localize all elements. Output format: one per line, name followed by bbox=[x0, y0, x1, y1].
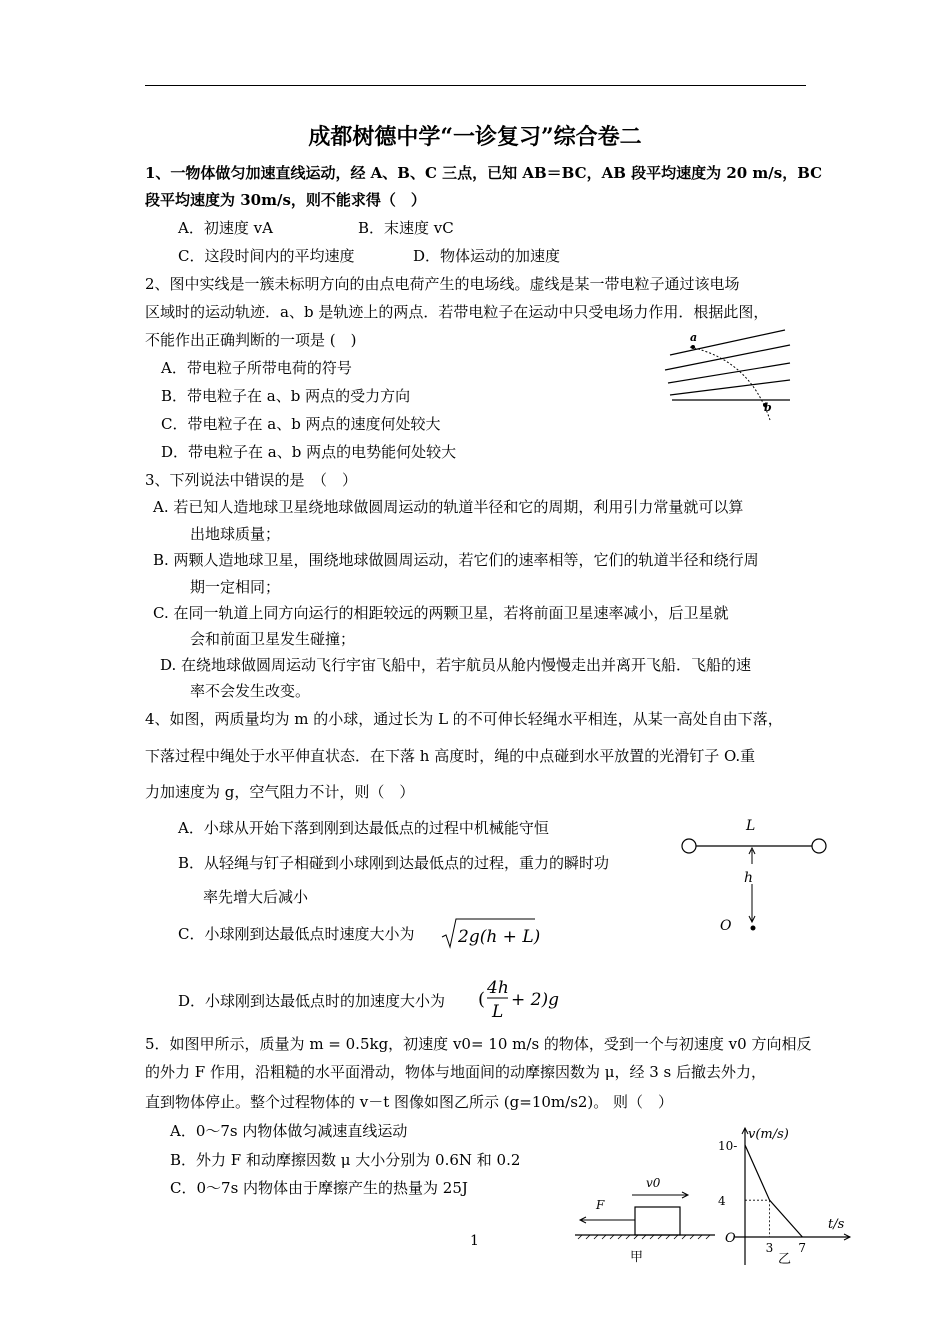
q4-formula-tail: + 2)g bbox=[511, 990, 559, 1010]
q4-paren-open: ( bbox=[478, 989, 486, 1010]
q2-line3: 不能作出正确判断的一项是 ( ) bbox=[145, 331, 357, 349]
q5-label-yi: 乙 bbox=[778, 1252, 792, 1267]
q4-fraction-den: L bbox=[492, 1002, 504, 1022]
q2-option-b: B．带电粒子在 a、b 两点的受力方向 bbox=[161, 387, 411, 405]
q5-block-figure bbox=[570, 1165, 720, 1265]
vt-xtick-label: 3 bbox=[765, 1241, 774, 1255]
q4-nail-figure bbox=[675, 812, 835, 942]
q2-line2: 区域时的运动轨迹．a、b 是轨迹上的两点．若带电粒子在运动中只受电场力作用．根据此图， bbox=[145, 303, 769, 321]
q5-line2: 的外力 F 作用，沿粗糙的水平面滑动，物体与地面间的动摩擦因数为 μ，经 3 s 后撤去外力， bbox=[145, 1063, 767, 1081]
q5-option-a: A．0～7s 内物体做匀减速直线运动 bbox=[170, 1122, 408, 1140]
q4-option-c-formula bbox=[440, 915, 540, 951]
q4-label-L: L bbox=[746, 818, 756, 834]
q3-option-b-2: 期一定相同； bbox=[190, 578, 281, 596]
q3-option-d-1: D. 在绕地球做圆周运动飞行宇宙飞船中，若宇航员从舱内慢慢走出并离开飞船．飞船的速 bbox=[160, 656, 752, 674]
q1-line2: 段平均速度为 30m/s，则不能求得（ ） bbox=[145, 191, 426, 209]
q4-sqrt-expression: 2g(h + L) bbox=[458, 927, 540, 947]
q5-line1: 5．如图甲所示，质量为 m = 0.5kg，初速度 v0= 10 m/s 的物体，受到一个与初速度 v0 方向相反 bbox=[145, 1035, 812, 1053]
q2-option-c: C．带电粒子在 a、b 两点的速度何处较大 bbox=[161, 415, 441, 433]
q1-option-c: C．这段时间内的平均速度 bbox=[178, 247, 355, 265]
q1-option-d: D．物体运动的加速度 bbox=[413, 247, 561, 265]
q4-line3: 力加速度为 g，空气阻力不计，则（ ） bbox=[145, 783, 415, 801]
q2-field-lines-figure bbox=[660, 325, 800, 425]
q5-yaxis-label: v(m/s) bbox=[748, 1127, 789, 1142]
q5-label-jia: 甲 bbox=[630, 1250, 644, 1265]
q4-label-h: h bbox=[744, 870, 754, 886]
q4-option-b-1: B．从轻绳与钉子相碰到小球刚到达最低点的过程，重力的瞬时功 bbox=[178, 854, 610, 872]
q4-option-a: A．小球从开始下落到刚到达最低点的过程中机械能守恒 bbox=[178, 819, 549, 837]
q5-option-c: C．0～7s 内物体由于摩擦产生的热量为 25J bbox=[170, 1179, 468, 1197]
q4-line1: 4、如图，两质量均为 m 的小球，通过长为 L 的不可伸长轻绳水平相连，从某一高处自由下落， bbox=[145, 710, 783, 728]
q5-vt-chart bbox=[710, 1120, 860, 1270]
q5-line3: 直到物体停止。整个过程物体的 v－t 图像如图乙所示 (g=10m/s2)。 则（ ） bbox=[145, 1093, 674, 1111]
q2-option-d: D．带电粒子在 a、b 两点的电势能何处较大 bbox=[161, 443, 457, 461]
q2-point-a-label: a bbox=[690, 331, 698, 344]
q3-option-c-2: 会和前面卫星发生碰撞； bbox=[190, 630, 356, 648]
q3-option-c-1: C. 在同一轨道上同方向运行的相距较远的两颗卫星，若将前面卫星速率减小，后卫星就 bbox=[153, 604, 729, 622]
q1-line1: 1、一物体做匀加速直线运动，经 A、B、C 三点，已知 AB＝BC，AB 段平均速度为 20 m/s，BC bbox=[145, 164, 823, 182]
q4-label-O: O bbox=[720, 918, 732, 934]
page-number: 1 bbox=[470, 1233, 479, 1249]
q5-origin-label: O bbox=[725, 1231, 736, 1246]
header-rule bbox=[145, 85, 806, 86]
vt-ytick-label: 4 bbox=[718, 1194, 726, 1209]
q1-option-b: B．末速度 vC bbox=[358, 219, 454, 237]
q4-option-d: D．小球刚到达最低点时的加速度大小为 bbox=[178, 992, 446, 1010]
q5-label-v0: v0 bbox=[646, 1176, 661, 1190]
q4-option-d-formula bbox=[478, 975, 568, 1025]
q4-line2: 下落过程中绳处于水平伸直状态．在下落 h 高度时，绳的中点碰到水平放置的光滑钉子 O.重 bbox=[145, 747, 756, 765]
q4-option-b-2: 率先增大后减小 bbox=[203, 888, 309, 906]
q2-line1: 2、图中实线是一簇未标明方向的由点电荷产生的电场线。虚线是某一带电粒子通过该电场 bbox=[145, 275, 740, 293]
q5-xaxis-label: t/s bbox=[828, 1217, 845, 1232]
q5-option-b: B．外力 F 和动摩擦因数 μ 大小分别为 0.6N 和 0.2 bbox=[170, 1151, 521, 1169]
q4-fraction-num: 4h bbox=[487, 978, 509, 998]
q3-option-b-1: B. 两颗人造地球卫星，围绕地球做圆周运动，若它们的速率相等，它们的轨道半径和绕行周 bbox=[153, 551, 759, 569]
q5-label-F: F bbox=[596, 1198, 605, 1212]
vt-ytick-label: 10- bbox=[718, 1139, 738, 1153]
q3-line1: 3、下列说法中错误的是 （ ） bbox=[145, 471, 358, 489]
q4-option-c: C．小球刚到达最低点时速度大小为 bbox=[178, 925, 415, 943]
q3-option-a-2: 出地球质量； bbox=[190, 525, 281, 543]
q3-option-a-1: A. 若已知人造地球卫星绕地球做圆周运动的轨道半径和它的周期，利用引力常量就可以算 bbox=[153, 498, 744, 516]
q3-option-d-2: 率不会发生改变。 bbox=[190, 682, 311, 700]
vt-xtick-label: 7 bbox=[798, 1241, 807, 1255]
vt-series-line bbox=[745, 1145, 802, 1237]
q2-option-a: A．带电粒子所带电荷的符号 bbox=[161, 359, 352, 377]
q1-option-a: A．初速度 vA bbox=[178, 219, 273, 237]
q2-point-b-label: b bbox=[764, 401, 772, 414]
page-title: 成都树德中学“一诊复习”综合卷二 bbox=[308, 124, 642, 150]
